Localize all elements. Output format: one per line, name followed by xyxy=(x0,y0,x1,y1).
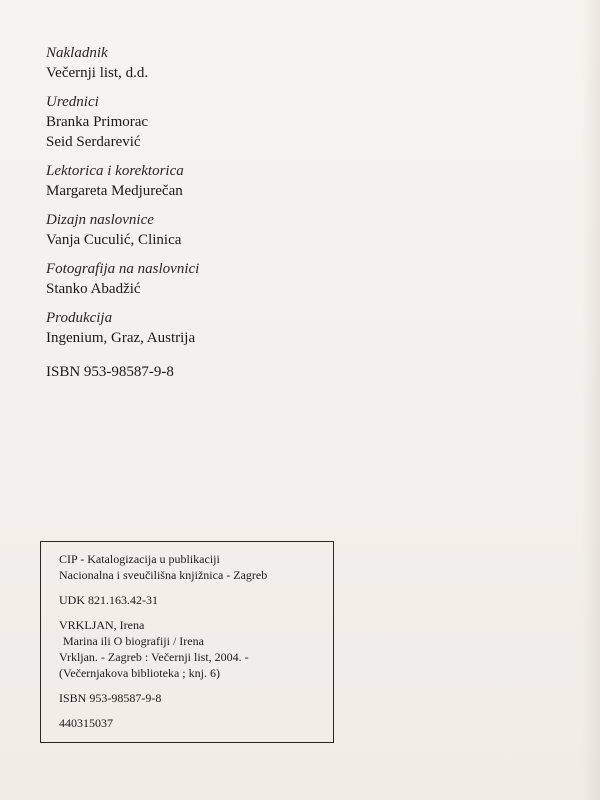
cip-entry-title: Marina ili O biografiji / Irena xyxy=(63,634,204,648)
credit-value: Večernji list, d.d. xyxy=(46,65,149,81)
credit-label: Lektorica i korektorica xyxy=(46,163,184,179)
credit-value: Stanko Abadžić xyxy=(46,281,141,297)
cip-isbn: ISBN 953-98587-9-8 xyxy=(59,691,162,705)
credit-value: Margareta Medjurečan xyxy=(46,183,183,199)
cip-entry-author: VRKLJAN, Irena xyxy=(59,618,145,632)
credit-value: Seid Serdarević xyxy=(46,134,141,150)
credit-label: Fotografija na naslovnici xyxy=(46,261,200,277)
credit-value: Vanja Cuculić, Clinica xyxy=(46,232,182,248)
cip-header-line: CIP - Katalogizacija u publikaciji xyxy=(59,552,220,566)
credit-label: Dizajn naslovnice xyxy=(46,212,154,228)
cip-record-id: 440315037 xyxy=(59,716,113,730)
cip-entry-imprint: Vrkljan. - Zagreb : Večernji list, 2004. - xyxy=(59,650,249,664)
page-edge-shadow xyxy=(582,0,600,800)
credit-publisher xyxy=(46,44,446,83)
credit-label: Produkcija xyxy=(46,310,113,326)
credit-cover-design xyxy=(46,211,446,250)
cip-header-line: Nacionalna i sveučilišna knjižnica - Zagreb xyxy=(59,568,268,582)
isbn-line: ISBN 953-98587-9-8 xyxy=(46,364,174,380)
credit-proofreading xyxy=(46,162,446,201)
credit-value: Branka Primorac xyxy=(46,114,149,130)
credit-value: Ingenium, Graz, Austrija xyxy=(46,330,196,346)
credit-label: Urednici xyxy=(46,94,99,110)
credits-list xyxy=(46,44,446,358)
cip-record-box xyxy=(40,541,334,743)
credit-editors xyxy=(46,93,446,152)
cip-entry-series: (Večernjakova biblioteka ; knj. 6) xyxy=(59,666,220,680)
credit-cover-photo xyxy=(46,260,446,299)
credit-label: Nakladnik xyxy=(46,45,108,61)
credit-production xyxy=(46,309,446,348)
cip-udk: UDK 821.163.42-31 xyxy=(59,593,158,607)
